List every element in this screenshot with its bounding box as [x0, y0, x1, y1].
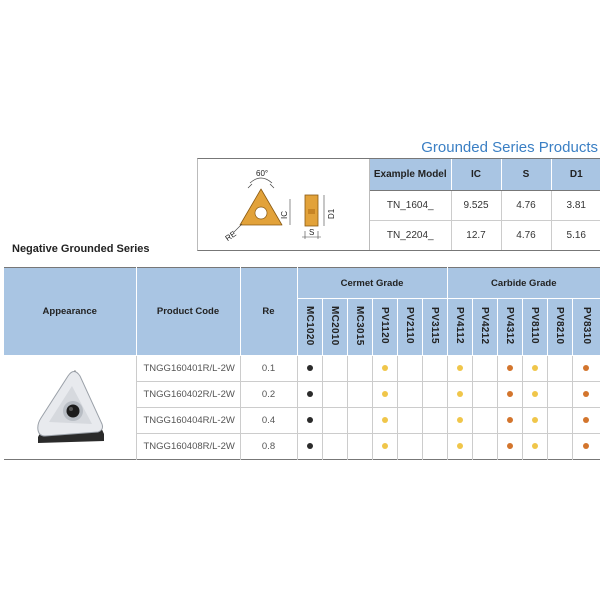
grade-cell [347, 356, 372, 382]
grade-label: PV8310 [580, 306, 592, 345]
grade-header [572, 299, 600, 356]
availability-dot [583, 365, 589, 371]
spec-header: IC [451, 159, 501, 190]
grade-label: PV4112 [454, 307, 465, 344]
grade-cell [522, 408, 547, 434]
cermet-grade-header: Cermet Grade [297, 268, 447, 299]
insert-photo [4, 356, 136, 456]
availability-dot [583, 417, 589, 423]
availability-dot [507, 417, 513, 423]
grade-header [372, 299, 397, 356]
grade-cell [547, 408, 572, 434]
grade-cell [497, 356, 522, 382]
grade-label: PV4212 [479, 306, 490, 345]
spec-header: D1 [551, 159, 600, 190]
availability-dot [307, 391, 313, 397]
availability-dot [507, 365, 513, 371]
grade-label: PV4312 [504, 306, 515, 345]
grade-cell [472, 434, 497, 460]
grade-cell [547, 356, 572, 382]
availability-dot [457, 417, 463, 423]
grade-cell [322, 408, 347, 434]
grade-header [497, 299, 522, 356]
product-code-cell: TNGG160402R/L-2W [136, 382, 240, 408]
availability-dot [307, 365, 313, 371]
availability-dot [382, 365, 388, 371]
spec-cell: 4.76 [501, 190, 551, 220]
grade-cell [447, 408, 472, 434]
grade-header [322, 299, 347, 356]
spec-cell: 5.16 [566, 229, 586, 241]
re-cell: 0.4 [240, 408, 297, 434]
grade-cell [447, 356, 472, 382]
grade-cell [472, 356, 497, 382]
re-label: RE [223, 229, 238, 243]
grade-label: PV8110 [529, 307, 540, 344]
table-row [4, 356, 600, 382]
grade-cell [547, 434, 572, 460]
re-cell: 0.2 [240, 382, 297, 408]
grade-cell [347, 408, 372, 434]
product-code-cell: TNGG160404R/L-2W [136, 408, 240, 434]
spec-cell: 3.81 [551, 190, 600, 220]
appearance-header: Appearance [4, 268, 136, 356]
insert-geometry-diagram [198, 159, 370, 250]
grade-cell [497, 434, 522, 460]
availability-dot [583, 391, 589, 397]
product-code-header: Product Code [136, 268, 240, 356]
insert-geometry-svg [198, 159, 370, 250]
grade-cell [372, 356, 397, 382]
grade-cell [447, 382, 472, 408]
grade-cell [297, 356, 322, 382]
grade-cell [397, 408, 422, 434]
availability-dot [532, 365, 538, 371]
spec-header: S [501, 159, 551, 190]
grade-header [397, 299, 422, 356]
spec-cell: 4.76 [501, 220, 551, 250]
grade-cell [297, 382, 322, 408]
grade-cell [547, 382, 572, 408]
grade-cell [497, 408, 522, 434]
grade-header [297, 299, 322, 356]
availability-dot [583, 443, 589, 449]
grade-cell [297, 434, 322, 460]
grade-label: PV3115 [429, 307, 440, 344]
grade-cell [372, 382, 397, 408]
availability-dot [382, 391, 388, 397]
availability-dot [532, 443, 538, 449]
grade-label: MC2010 [329, 305, 340, 346]
availability-dot [382, 443, 388, 449]
product-table [4, 267, 600, 460]
spec-cell: 9.525 [451, 190, 501, 220]
grade-cell [297, 408, 322, 434]
re-cell: 0.1 [240, 356, 297, 382]
availability-dot [307, 417, 313, 423]
spec-cell: TN_1604_ [370, 190, 451, 220]
grade-cell [322, 434, 347, 460]
grade-header [347, 299, 372, 356]
grade-cell [472, 408, 497, 434]
grade-cell [447, 434, 472, 460]
availability-dot [507, 391, 513, 397]
ic-label: IC [280, 211, 289, 219]
grade-cell [347, 434, 372, 460]
grade-cell [372, 434, 397, 460]
group-header-row [4, 268, 600, 299]
grade-cell [322, 356, 347, 382]
grade-header [472, 299, 497, 356]
grade-cell [497, 382, 522, 408]
grade-cell [572, 356, 600, 382]
spec-header-row [370, 159, 600, 190]
availability-dot [382, 417, 388, 423]
product-code-cell: TNGG160408R/L-2W [136, 434, 240, 460]
grade-cell [397, 382, 422, 408]
spec-header: Example Model [370, 159, 451, 190]
grade-header [447, 299, 472, 356]
spec-cell: TN_2204_ [370, 220, 451, 250]
grade-header [547, 299, 572, 356]
availability-dot [457, 391, 463, 397]
grade-cell [347, 382, 372, 408]
grade-cell [472, 382, 497, 408]
spec-table [370, 159, 600, 250]
series-title: Grounded Series Products [421, 139, 598, 156]
spec-cell: 12.7 [451, 220, 501, 250]
negative-series-title: Negative Grounded Series [12, 243, 150, 255]
insert-spec-panel [197, 158, 600, 251]
grade-cell [572, 408, 600, 434]
availability-dot [532, 417, 538, 423]
spec-row [370, 220, 600, 250]
availability-dot [507, 443, 513, 449]
grade-cell [422, 408, 447, 434]
grade-cell [422, 382, 447, 408]
grade-cell [397, 356, 422, 382]
carbide-grade-header: Carbide Grade [447, 268, 600, 299]
grade-cell [572, 434, 600, 460]
grade-cell [322, 382, 347, 408]
s-label: S [309, 228, 315, 237]
appearance-cell [4, 356, 136, 460]
availability-dot [457, 443, 463, 449]
re-cell: 0.8 [240, 434, 297, 460]
insert-hole [255, 207, 267, 219]
grade-label: PV2110 [404, 307, 415, 344]
angle-label: 60° [256, 169, 269, 178]
availability-dot [307, 443, 313, 449]
grade-cell [397, 434, 422, 460]
spec-row [370, 190, 600, 220]
grade-label: PV8210 [554, 306, 565, 345]
grade-label: MC1020 [304, 305, 315, 346]
grade-header [522, 299, 547, 356]
grade-label: PV1120 [379, 307, 390, 344]
grade-cell [572, 382, 600, 408]
re-header: Re [240, 268, 297, 356]
grade-label: MC3015 [354, 305, 365, 346]
grade-cell [422, 434, 447, 460]
grade-cell [422, 356, 447, 382]
availability-dot [532, 391, 538, 397]
grade-cell [522, 434, 547, 460]
product-code-cell: TNGG160401R/L-2W [136, 356, 240, 382]
grade-cell [522, 382, 547, 408]
grade-cell [522, 356, 547, 382]
d1-label: D1 [327, 208, 336, 219]
grade-header [422, 299, 447, 356]
availability-dot [457, 365, 463, 371]
grade-cell [372, 408, 397, 434]
